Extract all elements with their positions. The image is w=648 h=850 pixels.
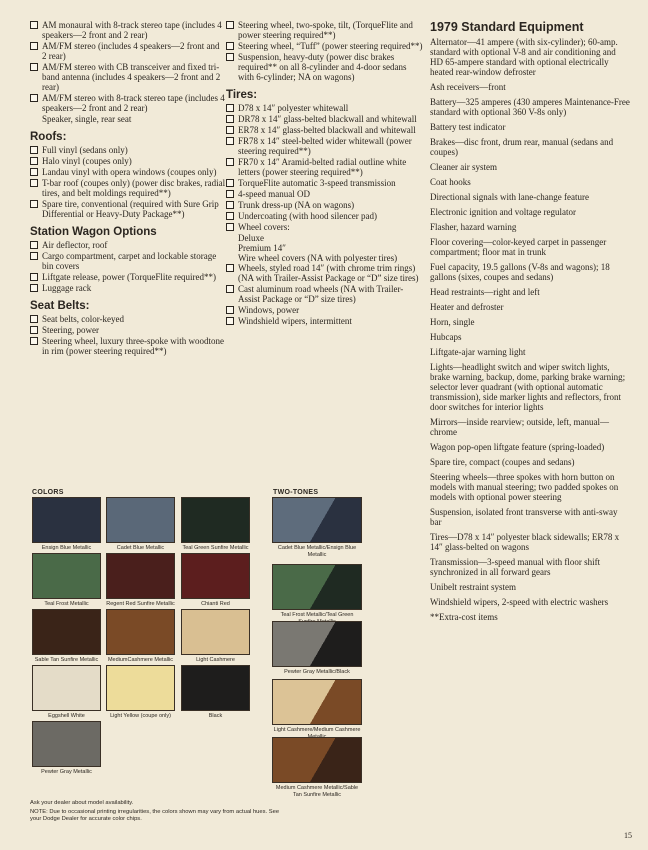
options-column-2 bbox=[226, 20, 424, 327]
color-chip bbox=[32, 665, 101, 711]
roofs-heading: Roofs: bbox=[30, 131, 67, 143]
wheel-option[interactable] bbox=[226, 284, 424, 304]
color-name: MediumCashmere Metallic bbox=[107, 657, 174, 663]
color-swatch bbox=[32, 721, 101, 776]
standard-equipment-item: Windshield wipers, 2-speed with electric washers bbox=[430, 597, 609, 607]
tire-option[interactable] bbox=[226, 222, 424, 232]
standard-equipment-item: Coat hooks bbox=[430, 177, 471, 187]
option-label: ER78 x 14″ glass-belted blackwall and whitewall bbox=[238, 125, 416, 135]
option-label: Luggage rack bbox=[42, 283, 92, 293]
availability-note: Ask your dealer about model availability. bbox=[30, 800, 134, 806]
tire-option[interactable] bbox=[226, 103, 424, 113]
color-chip bbox=[32, 553, 101, 599]
standard-equipment-item: Directional signals with lane-change feature bbox=[430, 192, 589, 202]
option-label: FR70 x 14″ Aramid-belted radial outline white letters (power steering required**) bbox=[238, 157, 407, 177]
option-checkbox[interactable] bbox=[30, 146, 38, 154]
option-label: Steering wheel, luxury three-spoke with woodtone in rim (power steering required**) bbox=[42, 336, 224, 356]
color-name: Light Yellow (coupe only) bbox=[110, 713, 171, 719]
wagon-option[interactable] bbox=[30, 240, 226, 250]
two-tone-chip bbox=[272, 564, 362, 610]
color-name: Eggshell White bbox=[48, 713, 85, 719]
two-tone-chip bbox=[272, 679, 362, 725]
option-label: Suspension, heavy-duty (power disc brakes required** on all 8-cylinder and 4-door sedans with 6-cylinder; NA on wagons) bbox=[238, 52, 407, 82]
color-chip bbox=[106, 609, 175, 655]
option-checkbox[interactable] bbox=[30, 252, 38, 260]
color-chip bbox=[32, 497, 101, 543]
option-checkbox[interactable] bbox=[226, 104, 234, 112]
two-tone-name: Pewter Gray Metallic/Black bbox=[284, 669, 350, 675]
two-tone-name: Teal Frost Metallic/Teal Green bbox=[280, 612, 354, 618]
color-chip bbox=[32, 609, 101, 655]
color-name: Teal Green Sunfire Metallic bbox=[182, 545, 249, 551]
wheel-cover-line: Deluxe bbox=[238, 233, 264, 243]
two-tone-chip bbox=[272, 737, 362, 783]
two-tone-name: Cadet Blue Metallic/Ensign Blue Metallic bbox=[277, 545, 357, 558]
option-label: DR78 x 14″ glass-belted blackwall and whitewall bbox=[238, 114, 417, 124]
color-name: Cadet Blue Metallic bbox=[116, 545, 165, 551]
two-tone-chip bbox=[272, 497, 362, 543]
color-swatch bbox=[32, 497, 101, 552]
tire-option[interactable] bbox=[226, 189, 424, 199]
standard-equipment-item: Mirrors—inside rearview; outside, left, manual—chrome bbox=[430, 417, 609, 437]
standard-equipment-item: Battery test indicator bbox=[430, 122, 506, 132]
standard-equipment-item: Brakes—disc front, drum rear, manual (sedans and coupes) bbox=[430, 137, 614, 157]
seat-belts-heading: Seat Belts: bbox=[30, 300, 90, 312]
option-label: 4-speed manual OD bbox=[238, 189, 310, 199]
wheel-option[interactable] bbox=[226, 263, 424, 283]
color-chip bbox=[181, 609, 250, 655]
standard-equipment-item: **Extra-cost items bbox=[430, 612, 498, 622]
printing-note: NOTE: Due to occasional printing irregularities, the colors shown may vary from actual hues. See your Dodge Dealer for accurate color chips. bbox=[30, 809, 280, 822]
color-name: Black bbox=[208, 713, 223, 719]
tire-option[interactable] bbox=[226, 157, 424, 177]
option-label: Cargo compartment, carpet and lockable storage bin covers bbox=[42, 251, 217, 271]
color-chip bbox=[106, 497, 175, 543]
option-label: Air deflector, roof bbox=[42, 240, 108, 250]
standard-equipment-item: Wagon pop-open liftgate feature (spring-loaded) bbox=[430, 442, 605, 452]
option-label: Wheel covers: bbox=[238, 222, 290, 232]
option-checkbox[interactable] bbox=[226, 212, 234, 220]
tire-option[interactable] bbox=[226, 125, 424, 135]
wheel-option[interactable] bbox=[226, 316, 424, 326]
color-chip bbox=[106, 553, 175, 599]
color-name: Teal Frost Metallic bbox=[44, 601, 89, 607]
option-checkbox[interactable] bbox=[30, 273, 38, 281]
stereo-option[interactable] bbox=[30, 62, 226, 92]
option-checkbox[interactable] bbox=[30, 42, 38, 50]
option-checkbox[interactable] bbox=[30, 284, 38, 292]
color-name: Pewter Gray Metallic bbox=[41, 769, 92, 775]
standard-equipment-item: Hubcaps bbox=[430, 332, 462, 342]
station-wagon-heading: Station Wagon Options bbox=[30, 226, 157, 238]
wheel-cover-line: Wire wheel covers (NA with polyester tires) bbox=[238, 253, 398, 263]
option-checkbox[interactable] bbox=[30, 94, 38, 102]
standard-equipment-item: Battery—325 amperes (430 amperes Maintenance-Free standard with optional 360 V-8s only) bbox=[430, 97, 630, 117]
standard-equipment-item: Transmission—3-speed manual with floor shift synchronized in all forward gears bbox=[430, 557, 601, 577]
stereo-option[interactable] bbox=[30, 93, 226, 113]
two-tone-swatch bbox=[272, 497, 362, 558]
option-checkbox[interactable] bbox=[226, 21, 234, 29]
standard-equipment-item: Floor covering—color-keyed carpet in passenger compartment; floor mat in trunk bbox=[430, 237, 607, 257]
standard-equipment-item: Liftgate-ajar warning light bbox=[430, 347, 526, 357]
standard-equipment-item: Flasher, hazard warning bbox=[430, 222, 517, 232]
color-swatch bbox=[106, 497, 175, 552]
steering-option[interactable] bbox=[226, 20, 424, 40]
standard-equipment-item: Tires—D78 x 14″ polyester black sidewalls; ER78 x 14″ glass-belted on wagons bbox=[430, 532, 620, 552]
color-chip bbox=[181, 497, 250, 543]
seat-belt-option[interactable] bbox=[30, 336, 226, 356]
wheel-option[interactable] bbox=[226, 305, 424, 315]
two-tone-name: Light Cashmere/Medium Cashmere bbox=[273, 727, 361, 733]
color-name: Chianti Red bbox=[201, 601, 230, 607]
page-number: 15 bbox=[624, 831, 632, 840]
colors-heading: COLORS bbox=[32, 489, 64, 496]
option-label: Undercoating (with hood silencer pad) bbox=[238, 211, 377, 221]
standard-equipment-item: Horn, single bbox=[430, 317, 475, 327]
option-label: Wheels, styled road 14″ (with chrome trim rings) (NA with Trailer-Assist Package or “D” size tires) bbox=[238, 263, 419, 283]
standard-equipment-item: Lights—headlight switch and wiper switch lights, brake warning, backup, dome, parking brake warning; selector lever quadrant (with optional automatic transmission), side marker lights and reflectors, front door switches for interior lights bbox=[430, 362, 626, 412]
option-checkbox[interactable] bbox=[226, 158, 234, 166]
color-swatch bbox=[106, 665, 175, 720]
color-chip bbox=[181, 553, 250, 599]
option-label: Full vinyl (sedans only) bbox=[42, 145, 128, 155]
option-checkbox[interactable] bbox=[226, 285, 234, 293]
option-label: Steering wheel, “Tuff” (power steering required**) bbox=[238, 41, 423, 51]
tire-option[interactable] bbox=[226, 211, 424, 221]
option-label: Halo vinyl (coupes only) bbox=[42, 156, 132, 166]
option-checkbox[interactable] bbox=[30, 200, 38, 208]
option-checkbox[interactable] bbox=[226, 115, 234, 123]
option-checkbox[interactable] bbox=[30, 326, 38, 334]
speaker-line: Speaker, single, rear seat bbox=[42, 114, 132, 124]
two-tone-swatch bbox=[272, 564, 362, 625]
standard-equipment-item: Alternator—41 ampere (with six-cylinder); 60-amp. standard with optional V-8 and air conditioning and HD 65-ampere standard with optional electrically heated rear-window defroster bbox=[430, 37, 618, 77]
two-tone-swatch bbox=[272, 679, 362, 740]
wheel-cover-line: Premium 14″ bbox=[238, 243, 286, 253]
option-checkbox[interactable] bbox=[226, 201, 234, 209]
option-label: TorqueFlite automatic 3-speed transmission bbox=[238, 178, 396, 188]
two-tones-heading: TWO-TONES bbox=[273, 489, 319, 496]
option-label: Steering, power bbox=[42, 325, 99, 335]
standard-equipment-column bbox=[430, 20, 630, 627]
option-label: Seat belts, color-keyed bbox=[42, 314, 125, 324]
two-tone-chip bbox=[272, 621, 362, 667]
option-label: AM/FM stereo (includes 4 speakers—2 front and 2 rear) bbox=[42, 41, 220, 61]
option-label: Windows, power bbox=[238, 305, 300, 315]
color-swatch bbox=[181, 497, 250, 552]
option-checkbox[interactable] bbox=[30, 21, 38, 29]
option-label: FR78 x 14″ steel-belted wider whitewall (power steering required**) bbox=[238, 136, 412, 156]
tire-option[interactable] bbox=[226, 114, 424, 124]
option-checkbox[interactable] bbox=[30, 168, 38, 176]
color-chip bbox=[32, 721, 101, 767]
option-label: Liftgate release, power (TorqueFlite required**) bbox=[42, 272, 217, 282]
tire-option[interactable] bbox=[226, 136, 424, 156]
option-checkbox[interactable] bbox=[226, 190, 234, 198]
standard-equipment-item: Fuel capacity, 19.5 gallons (V-8s and wagons); 18 gallons (sixes, coupes and sedans) bbox=[430, 262, 610, 282]
option-checkbox[interactable] bbox=[226, 223, 234, 231]
option-label: D78 x 14″ polyester whitewall bbox=[238, 103, 349, 113]
option-label: T-bar roof (coupes only) (power disc brakes, radial tires, and belt moldings required**) bbox=[42, 178, 226, 198]
tires-heading: Tires: bbox=[226, 89, 258, 101]
steering-option[interactable] bbox=[226, 41, 424, 51]
standard-equipment-item: Head restraints—right and left bbox=[430, 287, 540, 297]
roof-option[interactable] bbox=[30, 178, 226, 198]
standard-equipment-item: Cleaner air system bbox=[430, 162, 497, 172]
option-checkbox[interactable] bbox=[30, 315, 38, 323]
color-chip bbox=[181, 665, 250, 711]
seat-belt-option[interactable] bbox=[30, 325, 226, 335]
option-label: Windshield wipers, intermittent bbox=[238, 316, 352, 326]
standard-equipment-item: Ash receivers—front bbox=[430, 82, 506, 92]
wagon-option[interactable] bbox=[30, 251, 226, 271]
option-checkbox[interactable] bbox=[30, 157, 38, 165]
steering-option[interactable] bbox=[226, 52, 424, 82]
option-checkbox[interactable] bbox=[226, 179, 234, 187]
two-tone-swatch bbox=[272, 737, 362, 798]
option-label: Spare tire, conventional (required with Sure Grip Differential or Heavy-Duty Package**) bbox=[42, 199, 219, 219]
color-swatch bbox=[106, 609, 175, 664]
tire-option[interactable] bbox=[226, 200, 424, 210]
roof-option[interactable] bbox=[30, 145, 226, 155]
option-label: Steering wheel, two-spoke, tilt, (TorqueFlite and power steering required**) bbox=[238, 20, 413, 40]
color-swatch bbox=[181, 553, 250, 608]
option-checkbox[interactable] bbox=[30, 337, 38, 345]
option-checkbox[interactable] bbox=[226, 317, 234, 325]
color-swatch bbox=[32, 609, 101, 664]
color-name: Regent Red Sunfire Metallic bbox=[106, 601, 175, 607]
option-checkbox[interactable] bbox=[30, 241, 38, 249]
standard-equipment-item: Spare tire, compact (coupes and sedans) bbox=[430, 457, 575, 467]
tire-option[interactable] bbox=[226, 178, 424, 188]
seat-belt-option[interactable] bbox=[30, 314, 226, 324]
two-tone-name: Medium Cashmere Metallic/Sable Tan Sunfire Metallic bbox=[275, 785, 359, 798]
color-swatch bbox=[106, 553, 175, 608]
option-label: AM/FM stereo with 8-track stereo tape (includes 4 speakers—2 front and 2 rear) bbox=[42, 93, 225, 113]
option-label: AM/FM stereo with CB transceiver and fixed tri-band antenna (includes 4 speakers—2 front and 2 rear) bbox=[42, 62, 221, 92]
option-label: Cast aluminum road wheels (NA with Trailer-Assist Package or “D” size tires) bbox=[238, 284, 404, 304]
stereo-option[interactable] bbox=[30, 41, 226, 61]
standard-equipment-item: Unibelt restraint system bbox=[430, 582, 516, 592]
option-checkbox[interactable] bbox=[226, 306, 234, 314]
option-checkbox[interactable] bbox=[226, 53, 234, 61]
option-checkbox[interactable] bbox=[30, 63, 38, 71]
roof-option[interactable] bbox=[30, 167, 226, 177]
color-swatch bbox=[181, 665, 250, 720]
option-checkbox[interactable] bbox=[226, 126, 234, 134]
option-label: AM monaural with 8-track stereo tape (includes 4 speakers—2 front and 2 rear) bbox=[42, 20, 222, 40]
wagon-option[interactable] bbox=[30, 283, 226, 293]
color-swatch bbox=[32, 553, 101, 608]
color-name: Sable Tan Sunfire Metallic bbox=[34, 657, 99, 663]
option-checkbox[interactable] bbox=[226, 264, 234, 272]
standard-equipment-item: Electronic ignition and voltage regulator bbox=[430, 207, 576, 217]
color-name: Ensign Blue Metallic bbox=[41, 545, 92, 551]
option-checkbox[interactable] bbox=[226, 137, 234, 145]
color-name: Light Cashmere bbox=[196, 657, 235, 663]
color-swatch bbox=[181, 609, 250, 664]
roof-option[interactable] bbox=[30, 199, 226, 219]
color-swatch bbox=[32, 665, 101, 720]
two-tone-swatch bbox=[272, 621, 362, 676]
option-checkbox[interactable] bbox=[226, 42, 234, 50]
roof-option[interactable] bbox=[30, 156, 226, 166]
wagon-option[interactable] bbox=[30, 272, 226, 282]
option-checkbox[interactable] bbox=[30, 179, 38, 187]
option-label: Trunk dress-up (NA on wagons) bbox=[238, 200, 355, 210]
options-column-1 bbox=[30, 20, 226, 357]
color-chip bbox=[106, 665, 175, 711]
option-label: Landau vinyl with opera windows (coupes only) bbox=[42, 167, 217, 177]
standard-equipment-item: Steering wheels—three spokes with horn button on models with manual steering; two padded spokes on models with optional power steering bbox=[430, 472, 619, 502]
standard-equipment-item: Suspension, isolated front transverse with anti-sway bar bbox=[430, 507, 618, 527]
stereo-option[interactable] bbox=[30, 20, 226, 40]
standard-equipment-item: Heater and defroster bbox=[430, 302, 504, 312]
standard-equipment-heading: 1979 Standard Equipment bbox=[430, 20, 584, 34]
